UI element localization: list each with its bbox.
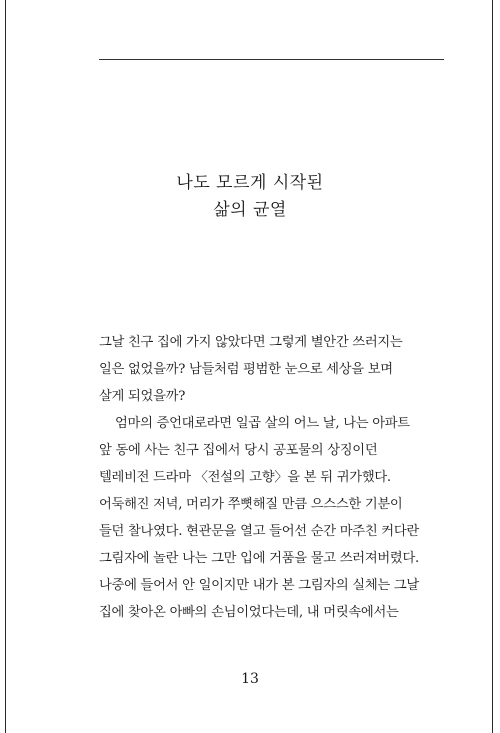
chapter-title-line-1: 나도 모르게 시작된 (176, 173, 324, 193)
top-rule-divider (99, 59, 444, 60)
chapter-title-line-2: 삶의 균열 (213, 200, 287, 220)
body-line: 일은 없었을까? 남들처럼 평범한 눈으로 세상을 보며 (99, 362, 393, 377)
body-line: 나중에 들어서 안 일이지만 내가 본 그림자의 실체는 그날 (99, 578, 419, 593)
body-line: 어둑해진 저녁, 머리가 쭈뼛해질 만큼 으스스한 기분이 (99, 497, 403, 512)
page-number: 13 (241, 671, 259, 687)
body-line: 집에 찾아온 아빠의 손님이었다는데, 내 머릿속에서는 (99, 605, 399, 620)
body-line: 엄마의 증언대로라면 일곱 살의 어느 날, 나는 아파트 (115, 416, 410, 431)
body-line: 앞 동에 사는 친구 집에서 당시 공포물의 상징이던 (99, 443, 378, 458)
body-line: 들던 찰나였다. 현관문을 열고 들어선 순간 마주친 커다란 (99, 524, 419, 539)
chapter-title (0, 170, 500, 224)
body-line: 살게 되었을까? (99, 389, 186, 404)
body-line: 그날 친구 집에 가지 않았다면 그렇게 별안간 쓰러지는 (99, 335, 403, 350)
body-text (99, 329, 449, 626)
body-line: 텔레비전 드라마 〈전설의 고향〉을 본 뒤 귀가했다. (99, 470, 391, 485)
body-line: 그림자에 놀란 나는 그만 입에 거품을 물고 쓰러져버렸다. (99, 551, 419, 566)
